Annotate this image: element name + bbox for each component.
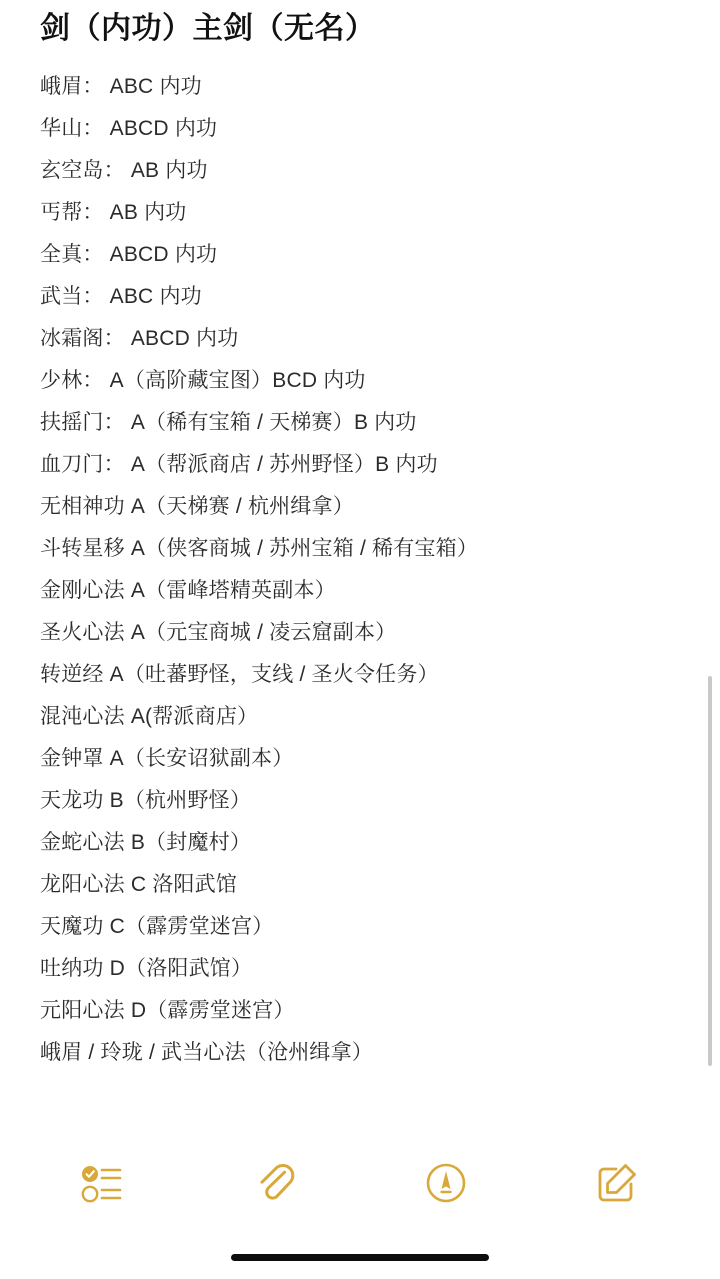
list-item: 圣火心法 A（元宝商城 / 凌云窟副本）: [40, 621, 397, 644]
list-item: 金刚心法 A（雷峰塔精英副本）: [40, 579, 336, 602]
markup-button[interactable]: [398, 1147, 494, 1219]
attachment-button[interactable]: [227, 1147, 323, 1219]
scrollbar-thumb[interactable]: [708, 676, 712, 1066]
list-item: 金蛇心法 B（封魔村）: [40, 831, 252, 854]
list-item: 斗转星移 A（侠客商城 / 苏州宝箱 / 稀有宝箱）: [40, 537, 479, 560]
list-item: 金钟罩 A（长安诏狱副本）: [40, 747, 294, 770]
list-item: 龙阳心法 C 洛阳武馆: [40, 873, 238, 896]
list-item: 华山： ABCD 内功: [40, 117, 218, 140]
home-indicator[interactable]: [231, 1254, 489, 1261]
list-item: 转逆经 A（吐蕃野怪，支线 / 圣火令任务）: [40, 663, 439, 686]
list-item: 天魔功 C（霹雳堂迷宫）: [40, 915, 274, 938]
compose-button[interactable]: [569, 1147, 665, 1219]
list-item: 天龙功 B（杭州野怪）: [40, 789, 252, 812]
attachment-icon: [253, 1159, 297, 1207]
list-item: 少林： A（高阶藏宝图）BCD 内功: [40, 369, 366, 392]
list-item: 吐纳功 D（洛阳武馆）: [40, 957, 253, 980]
home-indicator-area: [0, 1235, 720, 1279]
list-item: 全真： ABCD 内功: [40, 243, 218, 266]
list-item: 冰霜阁： ABCD 内功: [40, 327, 239, 350]
list-item: 无相神功 A（天梯赛 / 杭州缉拿）: [40, 495, 354, 518]
list-item: 扶摇门： A（稀有宝箱 / 天梯赛）B 内功: [40, 411, 417, 434]
checklist-button[interactable]: [56, 1147, 152, 1219]
list-item: 元阳心法 D（霹雳堂迷宫）: [40, 999, 295, 1022]
list-item: 峨眉 / 玲珑 / 武当心法（沧州缉拿）: [40, 1041, 374, 1064]
note-line-list: [40, 66, 680, 1074]
page-title: 剑（内功）主剑（无名）: [40, 12, 376, 45]
checklist-icon: [80, 1161, 128, 1205]
compose-icon: [594, 1160, 640, 1206]
bottom-toolbar: [0, 1131, 720, 1235]
list-item: 玄空岛： AB 内功: [40, 159, 208, 182]
list-item: 武当： ABC 内功: [40, 285, 202, 308]
markup-icon: [422, 1159, 470, 1207]
list-item: 丐帮： AB 内功: [40, 201, 187, 224]
scrollbar[interactable]: [708, 676, 712, 1066]
list-item: 混沌心法 A(帮派商店）: [40, 705, 259, 728]
list-item: 峨眉： ABC 内功: [40, 75, 202, 98]
list-item: 血刀门： A（帮派商店 / 苏州野怪）B 内功: [40, 453, 438, 476]
